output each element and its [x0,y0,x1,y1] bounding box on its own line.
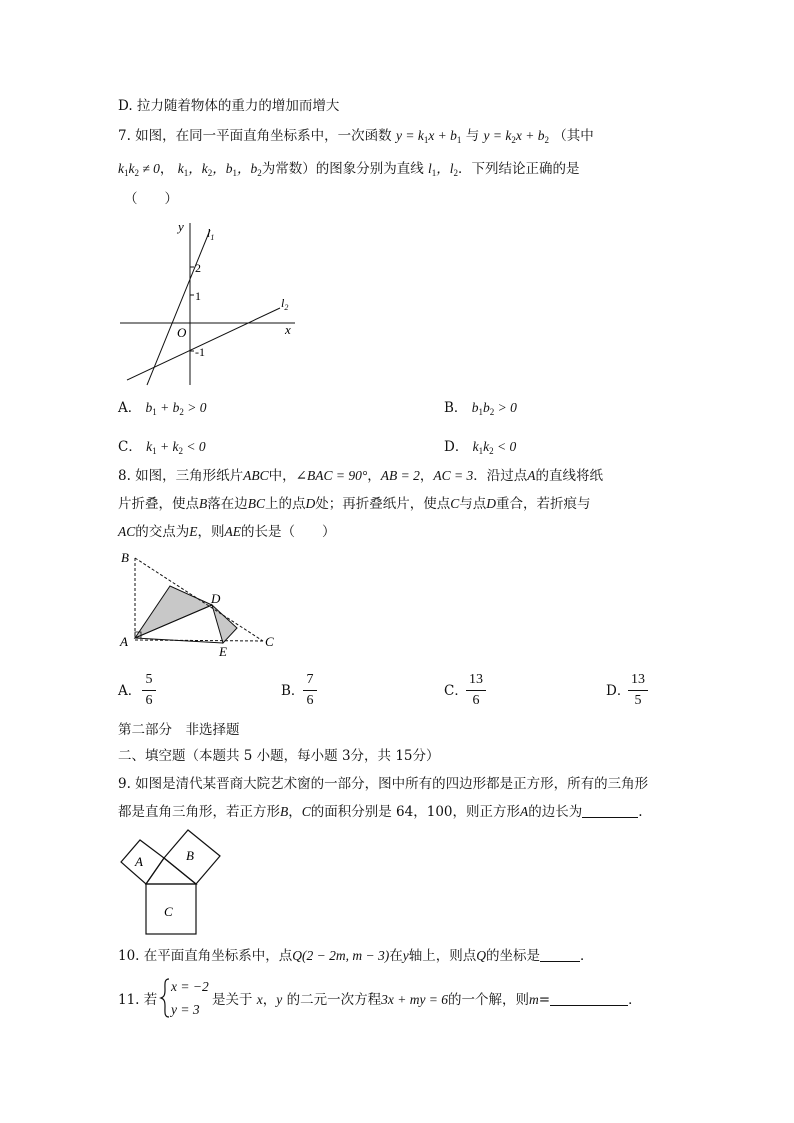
q8-text-1: 8. 如图，三角形纸片 [118,468,244,484]
q11-answer-blank[interactable] [550,991,628,1006]
q7-option-c-expr: $k_1 + k_2 < 0$ [146,439,206,456]
label-e: E [219,644,227,659]
q10-line: 10. 在平面直角坐标系中，点Q(2 − 2m, m − 3)在y轴上，则点Q的坐标是 ． [118,948,594,964]
q8-triangle-figure [115,548,285,658]
q10-text-1: 10. 在平面直角坐标系中，点 [118,948,293,964]
q8-text-5: ．沿过点 [473,468,528,484]
q8-text-3: ， [367,468,381,484]
line-l2 [127,308,280,380]
q11-system-eq1: x = −2 [171,979,209,994]
origin-label: O [177,325,187,340]
q8-ac: AC = 3 [433,468,474,483]
q7-option-b[interactable] [444,398,517,422]
q8-line3: AC的交点为E，则AE的长是（ ） [118,524,336,540]
q9-answer-blank[interactable] [582,803,638,818]
q11-equation: 3x + my = 6 [381,992,449,1007]
q8-text-6: 的直线将纸 [535,468,603,484]
q8-option-c-fraction: 13 6 [466,672,486,709]
q10-text-3: 轴上，则点 [408,948,477,964]
q10-text-4: 的坐标是 [485,948,540,964]
q7-consts: $k_1$，$k_2$，$b_1$，$b_2$ [177,161,262,178]
q9-line1: 9. 如图是清代某晋商大院艺术窗的一部分，图中所有的四边形都是正方形，所有的三角形 [118,776,649,792]
q7-option-a-label: A． [118,400,142,416]
q8-text-2: 中， [268,468,296,484]
part-two-heading: 第二部分 非选择题 [118,722,240,738]
q11-text-3: 的一个解，则 [448,992,530,1008]
q7-eq2: $y = k_2x + b_2$ [483,128,549,145]
label-b: B [186,848,194,863]
label-a: A [120,634,128,649]
label-b: B [121,550,129,565]
l2-label: $l_2$ [281,296,289,312]
q7-cond: $k_1k_2 \ne 0$ [118,161,160,178]
q8-text-7: 片折叠，使点 [118,496,199,512]
q8-text-14: ，则 [197,524,225,540]
q7-line1 [118,126,594,150]
q10-answer-blank[interactable] [540,947,580,962]
l1-label: $l_1$ [207,226,215,242]
q8-abc: ABC [243,468,269,483]
q9-squares-figure [118,826,228,936]
y-axis-label: y [178,219,184,234]
q8-text-8: 落在边 [207,496,248,512]
q9-text-2: 的面积分别是 64，100，则正方形 [310,804,521,820]
q8-option-b-label[interactable]: B． [281,683,305,699]
q10-point: Q(2 − 2m, m − 3) [292,948,390,963]
q7-option-a[interactable] [118,398,207,422]
q9-text-1: 都是直角三角形，若正方形 [118,804,280,820]
q8-a1: A [527,468,536,483]
q7-option-c[interactable] [118,437,206,461]
q8-line2: 片折叠，使点B落在边BC上的点D处；再折叠纸片，使点C与点D重合，若折痕与 [118,496,591,512]
tick-label-2: 2 [195,261,201,275]
q7-eq1: $y = k_1x + b_1$ [395,128,462,145]
q8-angle: ∠BAC = 90° [295,468,368,483]
q8-option-d-label[interactable]: D． [606,683,631,699]
label-d: D [211,591,221,606]
q8-line1 [118,466,603,486]
line-l1 [147,230,210,385]
q11-brace [160,978,170,1018]
q7-option-b-label: B． [444,400,468,416]
q8-option-d-fraction: 13 5 [628,672,648,709]
q7-option-b-expr: $b_1b_2 > 0$ [471,400,517,417]
q7-option-d-label: D． [444,439,469,455]
q7-option-d-expr: $k_1k_2 < 0$ [472,439,517,456]
label-a: A [135,854,143,869]
q8-text-13: 的交点为 [135,524,190,540]
q7-graph [115,215,315,390]
q8-text-15: 的长是（ ） [241,524,336,540]
q8-text-4: ， [419,468,434,484]
q7-text-4: 为常数）的图象分别为直线 [261,161,424,177]
q7-text-1: 7. 如图，在同一平面直角坐标系中，一次函数 [118,128,392,144]
q8-option-c-label[interactable]: C． [444,683,468,699]
q8-text-12: 重合，若折痕与 [496,496,591,512]
q11-text-1: 是关于 [212,992,257,1008]
q7-answer-paren: （ ） [124,191,178,207]
q7-text-3: （其中 [553,128,594,144]
section-two-heading: 二、填空题（本题共 5 小题，每小题 3分，共 15分） [118,748,440,764]
q9-line2: 都是直角三角形，若正方形B，C的面积分别是 64，100，则正方形A的边长为 . [118,804,643,820]
q8-ab: AB = 2 [380,468,420,483]
label-c: C [164,904,173,919]
q8-option-b-fraction: 7 6 [303,672,317,709]
q11-line: 是关于 x，y 的二元一次方程3x + my = 6的一个解，则m= ． [212,992,642,1008]
x-axis-label: x [285,322,291,337]
q6-option-d: D. 拉力随着物体的重力的增加而增大 [118,98,340,114]
q8-text-9: 上的点 [265,496,306,512]
tick-label-1: 1 [195,289,201,303]
q7-lines: $l_1$，$l_2$ [428,161,459,178]
q8-option-a-label[interactable]: A． [118,683,142,699]
q10-text-2: 在 [389,948,403,964]
q7-text-5: ．下列结论正确的是 [458,161,580,177]
q7-option-a-expr: $b_1 + b_2 > 0$ [145,400,207,417]
q8-option-a-fraction: 5 6 [142,672,156,709]
q8-text-11: 与点 [459,496,487,512]
q9-text-3: 的边长为 [528,804,583,820]
q7-option-c-label: C． [118,439,142,455]
tick-label-minus1: -1 [195,345,205,359]
q8-text-10: 处；再折叠纸片，使点 [315,496,451,512]
label-c: C [265,634,274,649]
q7-option-d[interactable] [444,437,516,461]
q11-text-2: 的二元一次方程 [286,992,382,1008]
q11-system-eq2: y = 3 [171,1002,200,1017]
q7-comma: ， [159,161,174,177]
q7-line2 [118,159,580,183]
q7-text-2: 与 [465,128,480,144]
fold-triangle-abd [135,586,212,638]
q11-prefix: 11. 若 [118,992,158,1008]
